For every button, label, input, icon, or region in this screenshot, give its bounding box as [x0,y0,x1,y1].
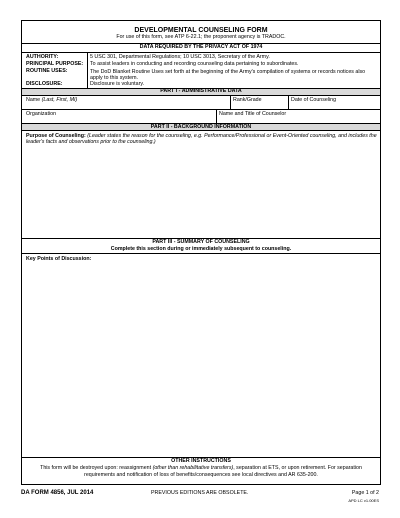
privacy-label-routine-uses: ROUTINE USES: [26,68,68,74]
form-footer [21,489,381,509]
privacy-heading: DATA REQUIRED BY THE PRIVACY ACT OF 1974 [139,44,263,50]
privacy-label-authority: AUTHORITY: [26,54,59,60]
purpose-label: Purpose of Counseling: (Leader states the reason for the counseling, e.g. Performance/Professional or Event-Oriented counseling, and includes the leader's facts and observations prior to the counseling.) [26,133,377,145]
divider [87,52,88,88]
part1-heading: PART I - ADMINISTRATIVE DATA [160,88,242,94]
part2-heading: PART II - BACKGROUND INFORMATION [150,124,252,130]
privacy-label-disclosure: DISCLOSURE: [26,81,63,87]
organization-label: Organization [26,111,57,117]
date-label: Date of Counseling [291,97,337,103]
other-instructions-heading: OTHER INSTRUCTIONS [171,458,231,464]
other-instructions-line1: This form will be destroyed upon: reassignment (other than rehabilitative transfers), separation at ETS, or upon retirement. For separation [40,465,362,471]
counselor-label: Name and Title of Counselor [219,111,287,117]
form-subtitle: For use of this form, see ATP 6-22.1; the proponent agency is TRADOC. [116,34,286,40]
page-number: Page 1 of 2 [351,490,379,496]
editions-note: PREVIOUS EDITIONS ARE OBSOLETE. [151,490,249,496]
form-number: DA FORM 4856, JUL 2014 [21,490,94,496]
privacy-text-authority: 5 USC 301, Departmental Regulations; 10 USC 3013, Secretary of the Army. [90,54,270,60]
apd-version: APD LC v1.00ES [348,498,379,503]
key-points-label: Key Points of Discussion: [26,256,92,262]
privacy-label-purpose: PRINCIPAL PURPOSE: [26,61,84,67]
rank-label: Rank/Grade [233,97,262,103]
privacy-text-routine-uses: The DoD Blanket Routine Uses set forth at the beginning of the Army's compilation of systems or records notices also apply to this system. [90,69,366,81]
other-instructions-line2: requirements and notification of loss of benefits/consequences see local directives and AR 635-200. [84,472,318,478]
purpose-of-counseling-field[interactable] [22,131,380,237]
privacy-text-purpose: To assist leaders in conducting and recording counseling data pertaining to subordinates. [90,61,299,67]
privacy-text-disclosure: Disclosure is voluntary. [90,81,145,87]
part3-heading: PART III - SUMMARY OF COUNSELING [152,239,250,245]
name-label: Name (Last, First, MI) [26,97,78,103]
counseling-form [21,20,381,485]
form-title: DEVELOPMENTAL COUNSELING FORM [134,27,268,34]
divider [22,52,380,53]
key-points-field[interactable] [22,254,380,454]
part3-subheading: Complete this section during or immediately subsequent to counseling. [110,246,292,252]
